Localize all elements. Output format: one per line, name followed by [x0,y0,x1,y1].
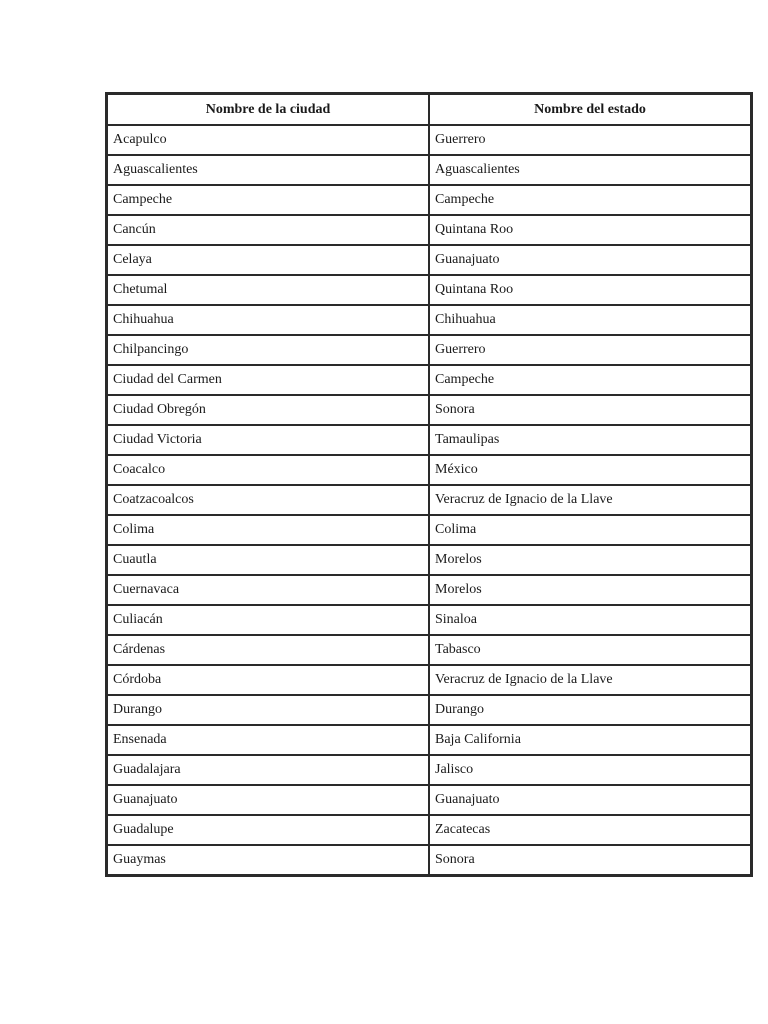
table-row [107,395,751,425]
table-row [107,425,751,455]
table-row [107,185,751,215]
state-cell: Morelos [429,545,751,575]
state-cell: Baja California [429,725,751,755]
table-row [107,515,751,545]
city-cell: Chetumal [107,275,429,305]
state-cell: Guanajuato [429,245,751,275]
table-body [107,125,751,875]
city-cell: Coacalco [107,455,429,485]
state-cell: Morelos [429,575,751,605]
state-cell: Chihuahua [429,305,751,335]
state-cell: Aguascalientes [429,155,751,185]
table-row [107,275,751,305]
state-cell: Tabasco [429,635,751,665]
state-cell: Durango [429,695,751,725]
state-cell: Tamaulipas [429,425,751,455]
city-cell: Guadalajara [107,755,429,785]
table-row [107,215,751,245]
city-cell: Chihuahua [107,305,429,335]
city-cell: Durango [107,695,429,725]
city-cell: Ensenada [107,725,429,755]
table-row [107,665,751,695]
table-row [107,335,751,365]
city-cell: Cancún [107,215,429,245]
city-cell: Celaya [107,245,429,275]
city-cell: Guadalupe [107,815,429,845]
header-state: Nombre del estado [429,94,751,125]
state-cell: Quintana Roo [429,275,751,305]
state-cell: Sonora [429,395,751,425]
state-cell: Guanajuato [429,785,751,815]
city-cell: Coatzacoalcos [107,485,429,515]
table-row [107,575,751,605]
state-cell: Sonora [429,845,751,875]
table-row [107,365,751,395]
city-cell: Cuautla [107,545,429,575]
city-cell: Córdoba [107,665,429,695]
state-cell: Veracruz de Ignacio de la Llave [429,485,751,515]
state-cell: Zacatecas [429,815,751,845]
table-header [107,94,751,125]
table-row [107,305,751,335]
city-cell: Chilpancingo [107,335,429,365]
table-row [107,155,751,185]
table-row [107,815,751,845]
header-city: Nombre de la ciudad [107,94,429,125]
state-cell: Campeche [429,365,751,395]
city-cell: Guaymas [107,845,429,875]
city-cell: Campeche [107,185,429,215]
table-row [107,785,751,815]
table-row [107,545,751,575]
cities-table [105,92,753,877]
table-row [107,845,751,875]
table-row [107,485,751,515]
state-cell: Colima [429,515,751,545]
city-cell: Ciudad Victoria [107,425,429,455]
city-cell: Colima [107,515,429,545]
table-row [107,245,751,275]
header-row [107,94,751,125]
table-row [107,455,751,485]
state-cell: Guerrero [429,125,751,155]
table-row [107,755,751,785]
city-cell: Ciudad Obregón [107,395,429,425]
state-cell: Quintana Roo [429,215,751,245]
city-cell: Guanajuato [107,785,429,815]
city-cell: Ciudad del Carmen [107,365,429,395]
state-cell: Sinaloa [429,605,751,635]
table-row [107,635,751,665]
city-cell: Acapulco [107,125,429,155]
table-row [107,695,751,725]
state-cell: México [429,455,751,485]
table-row [107,725,751,755]
city-cell: Aguascalientes [107,155,429,185]
state-cell: Campeche [429,185,751,215]
state-cell: Veracruz de Ignacio de la Llave [429,665,751,695]
table-row [107,125,751,155]
city-cell: Cuernavaca [107,575,429,605]
state-cell: Guerrero [429,335,751,365]
city-cell: Culiacán [107,605,429,635]
city-cell: Cárdenas [107,635,429,665]
state-cell: Jalisco [429,755,751,785]
table-row [107,605,751,635]
